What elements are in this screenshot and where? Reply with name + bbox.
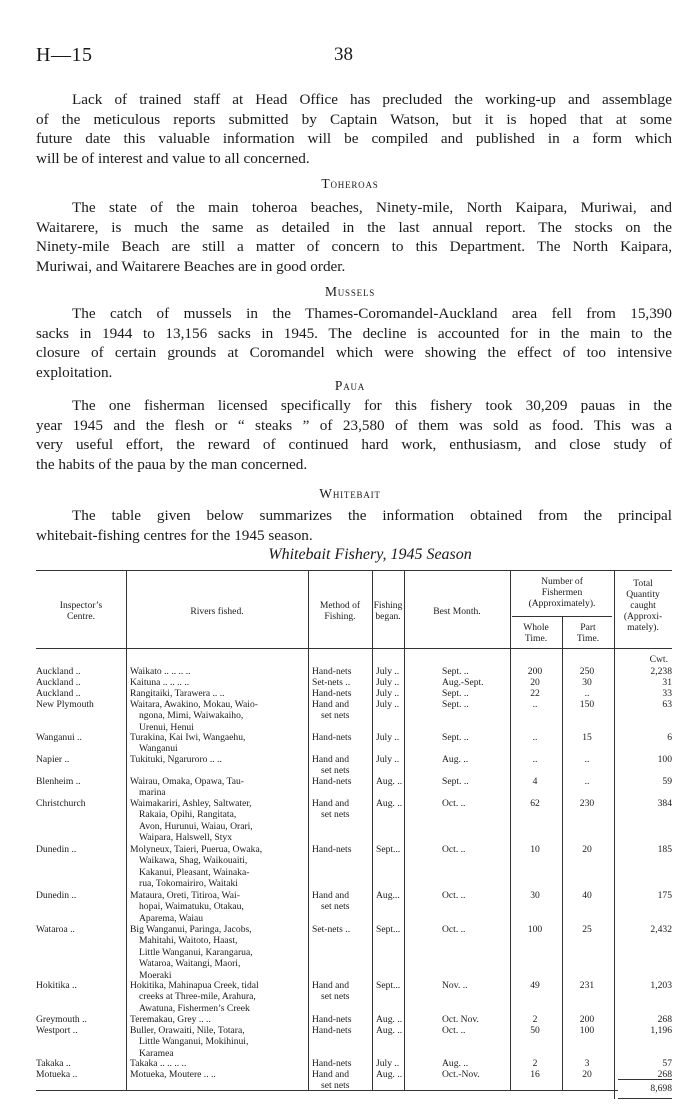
total-bottom-rule <box>618 1098 672 1099</box>
paragraph-paua <box>36 396 672 474</box>
began-cell: July .. <box>376 699 400 710</box>
rivers-line: Kaituna .. .. .. .. <box>130 677 190 688</box>
rivers-line: Turakina, Kai Iwi, Wangaehu, <box>130 732 246 743</box>
inspector-cell: Hokitika .. <box>36 980 77 991</box>
total-cell: 2,238 <box>650 666 672 677</box>
rivers-cell <box>130 732 318 755</box>
total-cell: 2,432 <box>650 924 672 935</box>
whitebait-table <box>36 570 672 1100</box>
text-line: The state of the main toheroa beaches, Ninety-mile, North Kaipara, Muriwai, and <box>72 199 672 216</box>
rivers-cell <box>130 798 318 844</box>
whole-time-cell: .. <box>532 754 538 765</box>
col-rule <box>510 570 511 1090</box>
rivers-cell <box>130 677 318 688</box>
rivers-cell <box>130 890 318 924</box>
part-time-cell: 15 <box>582 732 592 743</box>
col-header-began <box>372 600 404 622</box>
rivers-line: Moeraki <box>139 969 172 981</box>
began-cell: Aug. .. <box>376 1069 403 1080</box>
rivers-line: Waimakariri, Ashley, Saltwater, <box>130 798 252 809</box>
col-header-best-month: Best Month. <box>433 606 481 617</box>
rivers-line: Aparema, Waiau <box>139 912 204 924</box>
method-cell <box>312 890 374 913</box>
rivers-line: Wairau, Omaka, Opawa, Tau- <box>130 776 244 787</box>
best-month-cell: Oct. .. <box>442 890 466 901</box>
method-line: Hand-nets <box>312 688 352 699</box>
text-line: The catch of mussels in the Thames-Coromandel-Auckland area fell from 15,390 <box>72 305 672 322</box>
method-cell <box>312 677 374 688</box>
best-month-cell: Oct. Nov. <box>442 1014 479 1025</box>
method-cell <box>312 1025 374 1036</box>
text-line: Muriwai, and Waitarere Beaches are in good order. <box>36 257 346 275</box>
total-cell: 185 <box>657 844 672 855</box>
method-cell <box>312 666 374 677</box>
unit-label: Cwt. <box>649 654 668 665</box>
part-time-cell: 25 <box>582 924 592 935</box>
method-line: set nets <box>321 809 350 821</box>
method-cell <box>312 1058 374 1069</box>
header-line: Fishing. <box>324 611 356 622</box>
part-time-cell: 250 <box>579 666 595 677</box>
method-line: Hand and <box>312 754 350 765</box>
header-line: Quantity <box>626 589 660 600</box>
rivers-line: Hokitika, Mahinapua Creek, tidal <box>130 980 259 991</box>
text-line: whitebait-fishing centres for the 1945 season. <box>36 526 313 544</box>
total-cell: 57 <box>662 1058 672 1069</box>
whole-time-cell: 4 <box>532 776 538 787</box>
total-cell: 59 <box>662 776 672 787</box>
text-line: Ninety-mile Beach are still a matter of concern to this Department. The North Kaipara, <box>36 238 672 256</box>
heading-toheroas: Toheroas <box>321 176 379 191</box>
inspector-cell: Auckland .. <box>36 666 81 677</box>
part-time-cell: 100 <box>579 1025 595 1036</box>
header-line: caught <box>630 600 656 611</box>
began-cell: Sept... <box>376 844 401 855</box>
began-cell: Aug. .. <box>376 798 403 809</box>
whole-time-cell: 30 <box>530 890 540 901</box>
total-cell: 175 <box>657 890 672 901</box>
method-line: Set-nets .. <box>312 677 351 688</box>
method-line: set nets <box>321 1080 350 1092</box>
inspector-cell: Westport .. <box>36 1025 78 1036</box>
part-time-cell: 30 <box>582 677 592 688</box>
paragraph-mussels <box>36 304 672 382</box>
text-line: Lack of trained staff at Head Office has precluded the working-up and assemblage <box>72 91 672 108</box>
method-cell <box>312 924 374 935</box>
method-line: Set-nets .. <box>312 924 351 935</box>
method-line: Hand-nets <box>312 666 352 677</box>
method-line: set nets <box>321 901 350 913</box>
total-cell: 31 <box>662 677 672 688</box>
text-line: exploitation. <box>36 363 113 381</box>
best-month-cell: Aug. .. <box>442 754 469 765</box>
header-line: Part <box>580 622 596 633</box>
rivers-line: Waikawa, Shag, Waikouaiti, <box>139 855 248 867</box>
rivers-line: Teremakau, Grey .. .. <box>130 1014 211 1025</box>
col-header-whole-time <box>510 622 562 644</box>
text-line: sacks in 1944 to 13,156 sacks in 1945. The decline is accounted for in the main to the <box>36 324 672 342</box>
whole-time-cell: 62 <box>530 798 540 809</box>
part-time-cell: .. <box>584 776 590 787</box>
whole-time-cell: 20 <box>530 677 540 688</box>
text-line: of the meticulous reports submitted by Captain Watson, but it is hoped that at some <box>36 110 672 128</box>
inspector-cell: Wanganui .. <box>36 732 82 743</box>
rivers-cell <box>130 666 318 677</box>
header-line: Centre. <box>67 611 95 622</box>
rivers-line: Waitara, Awakino, Mokau, Waio- <box>130 699 258 710</box>
rivers-line: rua, Tokomairiro, Waitaki <box>139 878 238 890</box>
whole-time-cell: 2 <box>532 1058 538 1069</box>
header-line: Fishing <box>373 600 403 611</box>
col-header-method <box>308 600 372 622</box>
rivers-line: Urenui, Henui <box>139 721 194 733</box>
col-rule <box>614 570 615 1099</box>
rivers-cell <box>130 1025 318 1059</box>
header-line: Total <box>633 578 653 589</box>
inspector-cell: Dunedin .. <box>36 844 77 855</box>
header-line: Time. <box>524 633 548 644</box>
part-time-cell: .. <box>584 688 590 699</box>
table-top-rule <box>36 570 672 571</box>
best-month-cell: Oct. .. <box>442 924 466 935</box>
total-cell: 63 <box>662 699 672 710</box>
began-cell: Sept... <box>376 924 401 935</box>
method-cell <box>312 1014 374 1025</box>
grand-total: 8,698 <box>650 1083 672 1094</box>
method-cell <box>312 1069 374 1092</box>
col-rule <box>126 570 127 1090</box>
method-line: Hand and <box>312 980 350 991</box>
inspector-cell: Auckland .. <box>36 677 81 688</box>
text-line: closure of certain grounds at Coromandel which were showing the effect of too intensive <box>36 344 672 362</box>
rivers-line: Kakanui, Pleasant, Wainaka- <box>139 866 250 878</box>
heading-paua: Paua <box>334 378 366 393</box>
header-line: Whole <box>523 622 549 633</box>
inspector-cell: Dunedin .. <box>36 890 77 901</box>
inspector-cell: Christchurch <box>36 798 86 809</box>
part-time-cell: 200 <box>579 1014 595 1025</box>
header-line: Time. <box>576 633 600 644</box>
rivers-line: hopai, Waimatuku, Otakau, <box>139 901 244 913</box>
began-cell: July .. <box>376 754 400 765</box>
part-time-cell: 231 <box>579 980 595 991</box>
part-time-cell: .. <box>584 754 590 765</box>
rivers-line: creeks at Three-mile, Arahura, <box>139 991 256 1003</box>
method-line: Hand-nets <box>312 732 352 743</box>
best-month-cell: Sept. .. <box>442 699 469 710</box>
rivers-line: Rakaia, Opihi, Rangitata, <box>139 809 237 821</box>
best-month-cell: Sept. .. <box>442 688 469 699</box>
method-line: set nets <box>321 765 350 777</box>
page-code: H—15 <box>36 44 93 66</box>
total-cell: 100 <box>657 754 672 765</box>
rivers-line: Awatuna, Fishermen’s Creek <box>139 1002 250 1014</box>
method-cell <box>312 754 374 777</box>
rivers-line: Big Wanganui, Paringa, Jacobs, <box>130 924 252 935</box>
method-line: set nets <box>321 991 350 1003</box>
rivers-line: Wataroa, Waitangi, Maori, <box>139 958 241 970</box>
header-bottom-rule <box>36 648 672 649</box>
rivers-line: Waipara, Halswell, Styx <box>139 832 233 844</box>
total-cell: 33 <box>662 688 672 699</box>
text-line: The table given below summarizes the information obtained from the principal <box>72 507 672 524</box>
header-line: (Approximately). <box>528 598 596 609</box>
best-month-cell: Oct. .. <box>442 798 466 809</box>
col-rule <box>562 616 563 1090</box>
began-cell: Aug. .. <box>376 1025 403 1036</box>
method-line: Hand and <box>312 1069 350 1080</box>
method-line: Hand-nets <box>312 1014 352 1025</box>
method-cell <box>312 844 374 855</box>
rivers-line: ngona, Mimi, Waiwakaiho, <box>139 710 244 722</box>
method-cell <box>312 699 374 722</box>
began-cell: Sept... <box>376 980 401 991</box>
method-cell <box>312 688 374 699</box>
best-month-cell: Sept. .. <box>442 732 469 743</box>
text-line: will be of interest and value to all concerned. <box>36 149 310 167</box>
header-line: Method of <box>319 600 361 611</box>
inspector-cell: Auckland .. <box>36 688 81 699</box>
method-line: Hand and <box>312 798 350 809</box>
header-line: Inspector’s <box>59 600 103 611</box>
method-cell <box>312 980 374 1003</box>
inspector-cell: Motueka .. <box>36 1069 78 1080</box>
best-month-cell: Oct. .. <box>442 844 466 855</box>
header-line: Fishermen <box>541 587 583 598</box>
rivers-line: Tukituki, Ngaruroro .. .. <box>130 754 222 765</box>
part-time-cell: 150 <box>579 699 595 710</box>
rivers-cell <box>130 754 318 765</box>
whole-time-cell: 2 <box>532 1014 538 1025</box>
began-cell: Aug. .. <box>376 776 403 787</box>
part-time-cell: 20 <box>582 1069 592 1080</box>
heading-whitebait: Whitebait <box>319 486 381 501</box>
rivers-line: marina <box>139 787 166 799</box>
rivers-cell <box>130 1058 318 1069</box>
rivers-cell <box>130 776 318 799</box>
method-line: Hand-nets <box>312 1025 352 1036</box>
col-header-fishermen <box>510 576 614 609</box>
rivers-cell <box>130 1014 318 1025</box>
inspector-cell: New Plymouth <box>36 699 94 710</box>
best-month-cell: Sept. .. <box>442 776 469 787</box>
total-cell: 268 <box>657 1014 672 1025</box>
began-cell: July .. <box>376 688 400 699</box>
began-cell: July .. <box>376 1058 400 1069</box>
inspector-cell: Napier .. <box>36 754 70 765</box>
rivers-line: Karamea <box>139 1047 174 1059</box>
rivers-line: Takaka .. .. .. .. <box>130 1058 187 1069</box>
whole-time-cell: 100 <box>527 924 543 935</box>
paragraph-staff <box>36 90 672 168</box>
total-cell: 384 <box>657 798 672 809</box>
rivers-line: Little Wanganui, Mokihinui, <box>139 1036 249 1048</box>
text-line: the habits of the paua by the man concerned. <box>36 455 308 473</box>
best-month-cell: Sept. .. <box>442 666 469 677</box>
rivers-line: Little Wanganui, Karangarua, <box>139 946 253 958</box>
best-month-cell: Nov. .. <box>442 980 468 991</box>
method-line: set nets <box>321 710 350 722</box>
rivers-cell <box>130 699 318 733</box>
whole-time-cell: .. <box>532 699 538 710</box>
method-cell <box>312 798 374 821</box>
best-month-cell: Aug. .. <box>442 1058 469 1069</box>
part-time-cell: 20 <box>582 844 592 855</box>
rivers-cell <box>130 980 318 1014</box>
whole-time-cell: 10 <box>530 844 540 855</box>
began-cell: July .. <box>376 666 400 677</box>
text-line: future date this valuable information will be compiled and published in a form which <box>36 130 672 148</box>
method-line: Hand and <box>312 890 350 901</box>
part-time-cell: 3 <box>584 1058 590 1069</box>
total-cell: 6 <box>667 732 672 743</box>
col-rule <box>372 570 373 1090</box>
method-line: Hand and <box>312 699 350 710</box>
method-line: Hand-nets <box>312 1058 352 1069</box>
heading-mussels: Mussels <box>324 284 376 299</box>
began-cell: July .. <box>376 677 400 688</box>
col-rule <box>404 570 405 1090</box>
col-header-total <box>614 578 672 633</box>
rivers-line: Mahitahi, Waitoto, Haast, <box>139 935 238 947</box>
rivers-cell <box>130 924 318 981</box>
whole-time-cell: 200 <box>527 666 543 677</box>
began-cell: Aug... <box>376 890 400 901</box>
rivers-line: Waikato .. .. .. .. <box>130 666 191 677</box>
rivers-line: Rangitaiki, Tarawera .. .. <box>130 688 225 699</box>
rivers-line: Wanganui <box>139 743 178 755</box>
method-cell <box>312 776 374 787</box>
whole-time-cell: 22 <box>530 688 540 699</box>
text-line: very useful effort, the reward of continued hard work, enthusiasm, and close study of <box>36 436 672 454</box>
whole-time-cell: 16 <box>530 1069 540 1080</box>
rivers-cell <box>130 688 318 699</box>
total-cell: 1,196 <box>650 1025 672 1036</box>
rivers-cell <box>130 844 318 890</box>
rivers-line: Avon, Hurunui, Waiau, Orari, <box>139 820 253 832</box>
paragraph-toheroas <box>36 198 672 276</box>
header-line: mately). <box>627 622 659 633</box>
paragraph-whitebait <box>36 506 672 545</box>
inspector-cell: Takaka .. <box>36 1058 71 1069</box>
best-month-cell: Oct. .. <box>442 1025 466 1036</box>
header-line: (Approxi- <box>623 611 663 622</box>
part-time-cell: 230 <box>579 798 595 809</box>
total-cell: 1,203 <box>650 980 672 991</box>
inspector-cell: Greymouth .. <box>36 1014 87 1025</box>
rivers-line: Molyneux, Taieri, Puerua, Owaka, <box>130 844 263 855</box>
header-line: began. <box>375 611 401 622</box>
inspector-cell: Blenheim .. <box>36 776 81 787</box>
inspector-cell: Wataroa .. <box>36 924 75 935</box>
rivers-line: Buller, Orawaiti, Nile, Totara, <box>130 1025 245 1036</box>
rivers-line: Motueka, Moutere .. .. <box>130 1069 216 1080</box>
page-number: 38 <box>334 44 353 65</box>
whole-time-cell: 49 <box>530 980 540 991</box>
method-cell <box>312 732 374 743</box>
whole-time-cell: .. <box>532 732 538 743</box>
began-cell: July .. <box>376 732 400 743</box>
header-line: Number of <box>541 576 583 587</box>
text-line: The one fisherman licensed specifically for this fishery took 30,209 pauas in the <box>72 397 672 414</box>
col-header-inspector <box>36 600 126 622</box>
rivers-line: Mataura, Oreti, Titiroa, Wai- <box>130 890 240 901</box>
part-time-cell: 40 <box>582 890 592 901</box>
began-cell: Aug. .. <box>376 1014 403 1025</box>
text-line: year 1945 and the flesh or “ steaks ” of 23,580 of them was sold as food. This was a <box>36 416 672 434</box>
col-header-part-time <box>562 622 614 644</box>
best-month-cell: Aug.-Sept. <box>442 677 484 688</box>
total-cell: 268 <box>657 1069 672 1080</box>
method-line: Hand-nets <box>312 776 352 787</box>
best-month-cell: Oct.-Nov. <box>442 1069 480 1080</box>
method-line: Hand-nets <box>312 844 352 855</box>
table-caption: Whitebait Fishery, 1945 Season <box>268 546 472 563</box>
whole-time-cell: 50 <box>530 1025 540 1036</box>
rivers-cell <box>130 1069 318 1080</box>
col-header-rivers: Rivers fished. <box>190 606 244 617</box>
text-line: Waitarere, is much the same as detailed in the last annual report. The stocks on the <box>36 218 672 236</box>
